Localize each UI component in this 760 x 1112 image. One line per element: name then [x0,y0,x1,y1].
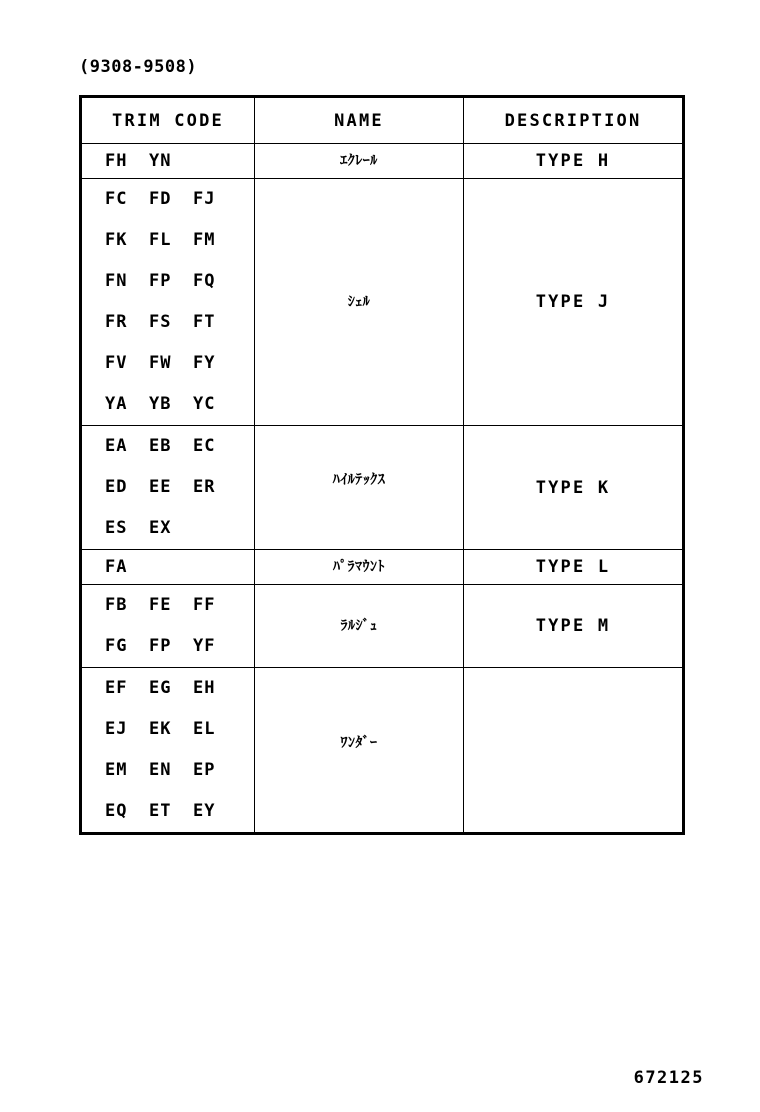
trim-code: EF [105,678,128,698]
trim-code: FJ [193,189,216,209]
table-row [81,426,684,550]
trim-code-grid [88,668,254,832]
table-row [81,585,684,668]
trim-code: EL [193,719,216,739]
trim-code: FW [149,353,172,373]
trim-code: EJ [105,719,128,739]
table-row [81,668,684,834]
trim-code: EP [193,760,216,780]
page-number: 672125 [633,1068,704,1088]
trim-code: EK [149,719,172,739]
trim-code: EE [149,477,172,497]
trim-code: FN [105,271,128,291]
trim-code: YF [193,636,216,656]
table-header-row [81,97,684,144]
material-name-cell: ﾗﾙｼﾞｭ [255,585,464,668]
trim-code: FE [149,595,172,615]
trim-code: EG [149,678,172,698]
trim-code: YN [149,151,172,171]
trim-code: FS [149,312,172,332]
description-cell: TYPE K [464,426,684,550]
trim-code: EC [193,436,216,456]
trim-code: FC [105,189,128,209]
trim-code: FY [193,353,216,373]
trim-code-cell [81,668,255,834]
trim-code: FR [105,312,128,332]
trim-code: EB [149,436,172,456]
trim-code: ES [105,518,128,538]
description-cell: TYPE H [464,144,684,179]
description-cell: TYPE L [464,550,684,585]
trim-code: FF [193,595,216,615]
trim-code: FQ [193,271,216,291]
material-name-cell: ｼｪﾙ [255,179,464,426]
trim-code: EQ [105,801,128,821]
table-row [81,144,684,179]
material-name-cell: ﾊｲﾙﾃｯｸｽ [255,426,464,550]
trim-code: EM [105,760,128,780]
trim-code: ER [193,477,216,497]
material-name-cell: ｴｸﾚｰﾙ [255,144,464,179]
trim-code: EN [149,760,172,780]
trim-code: EX [149,518,172,538]
trim-code: EY [193,801,216,821]
trim-code: FD [149,189,172,209]
trim-code-cell [81,585,255,668]
trim-code-cell [81,179,255,426]
trim-code-grid [88,144,254,178]
description-cell: TYPE M [464,585,684,668]
trim-code: YC [193,394,216,414]
table-body [81,144,684,834]
trim-code-table [79,95,685,835]
trim-code: FB [105,595,128,615]
material-name-cell: ﾜﾝﾀﾞｰ [255,668,464,834]
trim-code: FM [193,230,216,250]
trim-code: FA [105,557,128,577]
trim-code-cell [81,144,255,179]
trim-code: FL [149,230,172,250]
trim-code: YB [149,394,172,414]
column-header-name: NAME [255,97,464,144]
description-cell [464,668,684,834]
trim-code: FK [105,230,128,250]
column-header-trim-code: TRIM CODE [81,97,255,144]
document-date-range-caption: (9308-9508) [79,57,198,77]
trim-code: FP [149,271,172,291]
trim-code-grid [88,426,254,549]
trim-code: YA [105,394,128,414]
trim-code: FT [193,312,216,332]
material-name-cell: ﾊﾟﾗﾏｳﾝﾄ [255,550,464,585]
trim-code: ET [149,801,172,821]
trim-code-grid [88,585,254,667]
table-row [81,550,684,585]
trim-code-cell [81,426,255,550]
table-row [81,179,684,426]
table-header [81,97,684,144]
trim-code-grid [88,550,254,584]
trim-code: FP [149,636,172,656]
trim-code: FV [105,353,128,373]
trim-code: EA [105,436,128,456]
trim-code: ED [105,477,128,497]
trim-code-grid [88,179,254,425]
trim-code: FG [105,636,128,656]
column-header-description: DESCRIPTION [464,97,684,144]
trim-code: FH [105,151,128,171]
trim-code-cell [81,550,255,585]
description-cell: TYPE J [464,179,684,426]
trim-code: EH [193,678,216,698]
